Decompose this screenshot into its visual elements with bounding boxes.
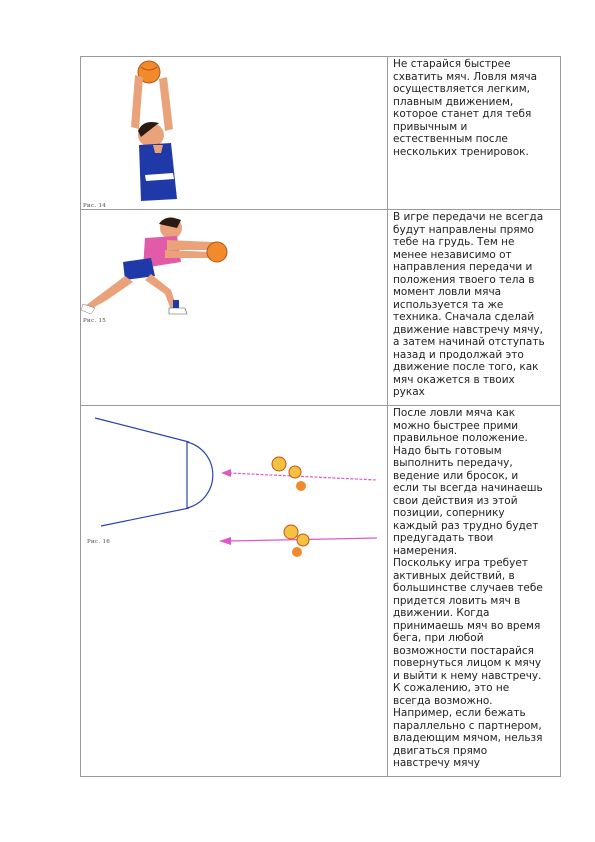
figure-cell [81, 57, 388, 210]
table-row [81, 406, 561, 777]
figure-cell [81, 406, 388, 777]
text-cell [388, 406, 561, 777]
paragraph: В игре передачи не всегда будут направлены прямо тебе на грудь. Тем не менее независимо от направления передачи и положения твоего тела в момент ловли мяча используется та же техника. Сначала сделай движение навстречу мячу, а затем начинай отступать назад и продолжай это движение после того, как мяч окажется в твоих руках [393, 211, 545, 398]
figure-14-player-catching-overhead [81, 57, 387, 209]
table-row [81, 57, 561, 210]
text-cell [388, 210, 561, 406]
figure-15-player-lunging-catch [81, 210, 387, 405]
figure-caption: Рис. 15 [83, 318, 107, 324]
paragraph: После ловли мяча как можно быстрее прими правильное положение. Надо быть готовым выполнить передачу, ведение или бросок, и если ты всегда начинаешь свои действия из этой позиции, сопернику каждый раз трудно будет предугадать твои намерения. Поскольку игра требует активных действий, в большинстве случаев тебе придется ловить мяч в движении. Когда принимаешь мяч во время бега, при любой возможности постарайся повернуться лицом к мячу и выйти к нему навстречу. К сожалению, это не всегда возможно. Например, если бежать параллельно с партнером, владеющим мячом, нельзя двигаться прямо навстречу мячу [393, 407, 543, 769]
content-table [80, 56, 561, 777]
figure-cell [81, 210, 388, 406]
text-cell [388, 57, 561, 210]
figure-16-court-diagram [81, 406, 387, 776]
figure-caption: Рис. 14 [83, 203, 107, 209]
figure-caption: Рис. 16 [87, 539, 111, 545]
paragraph: Не старайся быстрее схватить мяч. Ловля мяча осуществляется легким, плавным движением, которое станет для тебя привычным и естественным после нескольких тренировок. [393, 58, 538, 158]
table-row [81, 210, 561, 406]
